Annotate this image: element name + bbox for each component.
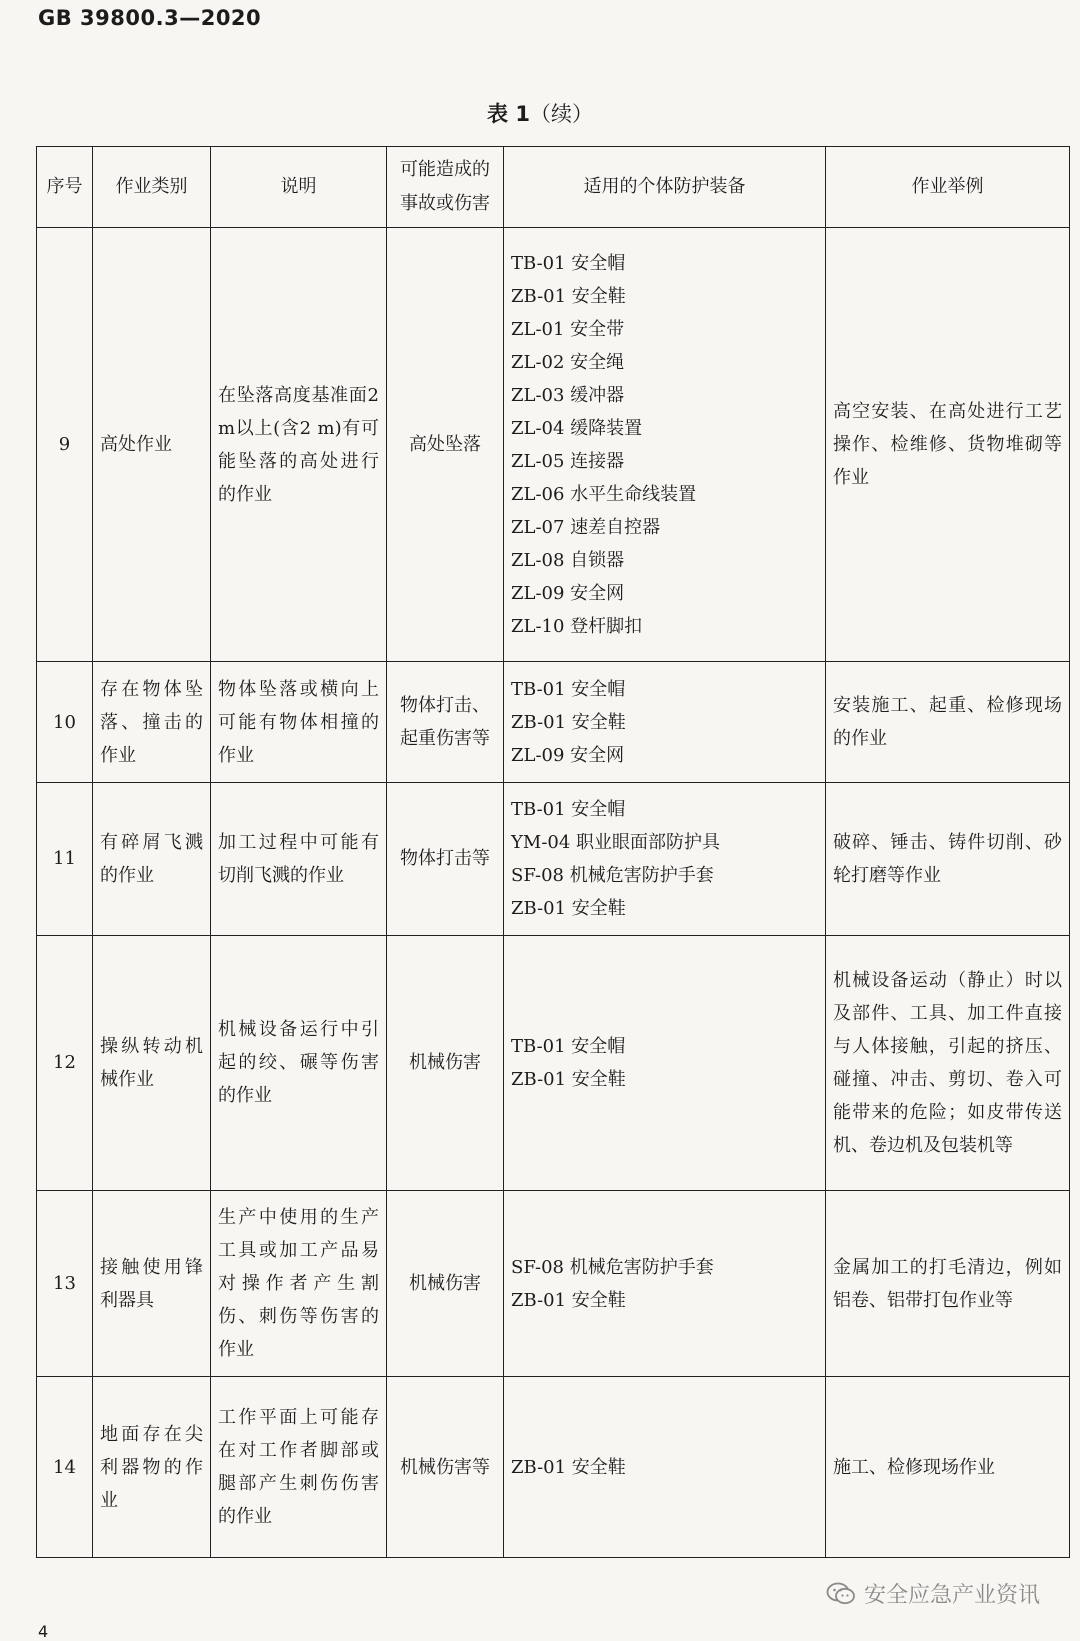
row-equipment: [504, 1377, 826, 1558]
equipment-item: TB-01 安全帽: [511, 798, 626, 820]
equipment-item: ZL-02 安全绳: [511, 351, 625, 373]
row-description: 在坠落高度基准面2 m以上(含2 m)有可能坠落的高处进行的作业: [211, 228, 387, 662]
equipment-item: TB-01 安全帽: [511, 252, 626, 274]
equipment-item: ZL-06 水平生命线装置: [511, 483, 697, 505]
equipment-item: TB-01 安全帽: [511, 1035, 626, 1057]
equipment-item: TB-01 安全帽: [511, 678, 626, 700]
row-example: 安装施工、起重、检修现场的作业: [826, 662, 1070, 782]
table-row: [37, 1190, 1070, 1377]
row-example: 金属加工的打毛清边，例如铝卷、铝带打包作业等: [826, 1190, 1070, 1377]
row-hazard: 机械伤害: [387, 1190, 504, 1377]
equipment-item: ZL-05 连接器: [511, 450, 625, 472]
table-row: [37, 782, 1070, 935]
row-category: 操纵转动机械作业: [93, 935, 211, 1190]
watermark: [826, 1578, 1040, 1609]
table-title-main: 表 1: [487, 102, 530, 126]
row-category: 高处作业: [93, 228, 211, 662]
equipment-item: ZL-09 安全网: [511, 582, 625, 604]
row-hazard: 机械伤害等: [387, 1377, 504, 1558]
col-header-category: 作业类别: [93, 147, 211, 228]
equipment-item: YM-04 职业眼面部防护具: [511, 831, 721, 853]
row-equipment: [504, 782, 826, 935]
equipment-item: ZL-07 速差自控器: [511, 516, 661, 538]
row-description: 加工过程中可能有切削飞溅的作业: [211, 782, 387, 935]
row-category: 接触使用锋利器具: [93, 1190, 211, 1377]
row-number: 11: [37, 782, 93, 935]
row-example: 机械设备运动（静止）时以及部件、工具、加工件直接与人体接触，引起的挤压、碰撞、冲击、剪切、卷入可能带来的危险；如皮带传送机、卷边机及包装机等: [826, 935, 1070, 1190]
row-category: 存在物体坠落、撞击的作业: [93, 662, 211, 782]
row-equipment: [504, 935, 826, 1190]
row-equipment: [504, 228, 826, 662]
row-number: 14: [37, 1377, 93, 1558]
equipment-item: ZB-01 安全鞋: [511, 285, 626, 307]
col-header-description: 说明: [211, 147, 387, 228]
row-number: 12: [37, 935, 93, 1190]
table-row: [37, 662, 1070, 782]
row-category: 有碎屑飞溅的作业: [93, 782, 211, 935]
row-equipment: [504, 1190, 826, 1377]
table-title-suffix: （续）: [529, 102, 593, 126]
row-example: 施工、检修现场作业: [826, 1377, 1070, 1558]
equipment-item: ZB-01 安全鞋: [511, 1068, 626, 1090]
row-example: 高空安装、在高处进行工艺操作、检维修、货物堆砌等作业: [826, 228, 1070, 662]
row-equipment: [504, 662, 826, 782]
table-row: [37, 935, 1070, 1190]
row-number: 10: [37, 662, 93, 782]
equipment-item: ZL-09 安全网: [511, 744, 625, 766]
equipment-item: ZL-10 登杆脚扣: [511, 615, 643, 637]
col-header-equipment: 适用的个体防护装备: [504, 147, 826, 228]
row-number: 13: [37, 1190, 93, 1377]
row-hazard: 高处坠落: [387, 228, 504, 662]
equipment-item: ZL-08 自锁器: [511, 549, 625, 571]
row-description: 机械设备运行中引起的绞、碾等伤害的作业: [211, 935, 387, 1190]
table-header-row: [37, 147, 1070, 228]
row-description: 物体坠落或横向上可能有物体相撞的作业: [211, 662, 387, 782]
table-title: [0, 98, 1080, 128]
col-header-hazard: 可能造成的事故或伤害: [387, 147, 504, 228]
equipment-item: ZL-03 缓冲器: [511, 384, 625, 406]
equipment-item: ZB-01 安全鞋: [511, 1289, 626, 1311]
row-category: 地面存在尖利器物的作业: [93, 1377, 211, 1558]
standard-code: GB 39800.3—2020: [38, 6, 262, 30]
col-header-example: 作业举例: [826, 147, 1070, 228]
equipment-item: ZB-01 安全鞋: [511, 1456, 626, 1478]
page-number: 4: [38, 1622, 49, 1641]
watermark-text: 安全应急产业资讯: [863, 1583, 1040, 1608]
col-header-number: 序号: [37, 147, 93, 228]
row-hazard: 机械伤害: [387, 935, 504, 1190]
ppe-table: [36, 146, 1070, 1558]
row-description: 工作平面上可能存在对工作者脚部或腿部产生刺伤伤害的作业: [211, 1377, 387, 1558]
row-hazard: 物体打击等: [387, 782, 504, 935]
wechat-icon: [826, 1581, 856, 1607]
row-example: 破碎、锤击、铸件切削、砂轮打磨等作业: [826, 782, 1070, 935]
equipment-item: SF-08 机械危害防护手套: [511, 864, 714, 886]
table-row: [37, 1377, 1070, 1558]
table-row: [37, 228, 1070, 662]
equipment-item: ZB-01 安全鞋: [511, 711, 626, 733]
equipment-item: ZB-01 安全鞋: [511, 897, 626, 919]
row-description: 生产中使用的生产工具或加工产品易对操作者产生割伤、刺伤等伤害的作业: [211, 1190, 387, 1377]
row-hazard: 物体打击、起重伤害等: [387, 662, 504, 782]
equipment-item: SF-08 机械危害防护手套: [511, 1256, 714, 1278]
equipment-item: ZL-04 缓降装置: [511, 417, 643, 439]
equipment-item: ZL-01 安全带: [511, 318, 625, 340]
row-number: 9: [37, 228, 93, 662]
